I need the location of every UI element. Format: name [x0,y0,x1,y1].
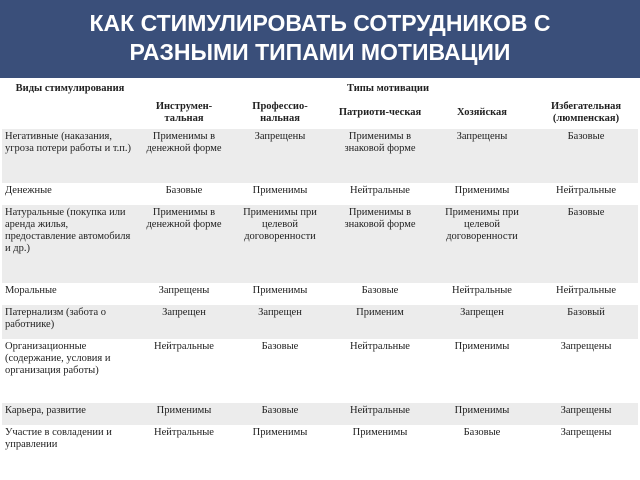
table-cell: Применимы при целевой договоренности [430,205,534,283]
table-cell: Применимы [430,339,534,403]
column-header: Хозяйская [430,97,534,129]
row-label: Патернализм (забота о работнике) [2,305,138,339]
column-header: Профессио-нальная [230,97,330,129]
column-header: Патриоти-ческая [330,97,430,129]
table-cell: Базовые [330,283,430,305]
table-cell: Применимы [230,183,330,205]
table-cell: Базовые [534,129,638,183]
motivation-table [2,79,638,457]
table-cell: Нейтральные [330,339,430,403]
table-cell: Применимы в знаковой форме [330,205,430,283]
row-label: Натуральные (покупка или аренда жилья, предоставление автомобиля и др.) [2,205,138,283]
table-cell: Применимы [430,403,534,425]
row-header-label: Виды стимулирования [2,79,138,129]
row-label: Моральные [2,283,138,305]
table-cell: Нейтральные [138,339,230,403]
table-cell: Применимы [138,403,230,425]
table-cell: Запрещен [230,305,330,339]
group-header-label: Типы мотивации [138,79,638,97]
column-header: Инструмен-тальная [138,97,230,129]
table-cell: Запрещен [430,305,534,339]
table-cell: Базовые [534,205,638,283]
table-cell: Применимы при целевой договоренности [230,205,330,283]
table-cell: Нейтральные [534,283,638,305]
table-cell: Применимы в денежной форме [138,129,230,183]
table-cell: Нейтральные [330,183,430,205]
table-row [2,339,638,403]
table-cell: Применимы [230,425,330,457]
table-cell: Запрещены [230,129,330,183]
table-cell: Запрещен [138,305,230,339]
table-cell: Базовые [230,339,330,403]
table-row [2,205,638,283]
row-label: Карьера, развитие [2,403,138,425]
table-cell: Запрещены [534,403,638,425]
table-cell: Запрещены [430,129,534,183]
table-cell: Применимы [230,283,330,305]
table-cell: Нейтральные [330,403,430,425]
table-cell: Применимы [330,425,430,457]
table-cell: Базовые [430,425,534,457]
table-cell: Базовые [138,183,230,205]
row-label: Организационные (содержание, условия и организация работы) [2,339,138,403]
table-cell: Применимы [430,183,534,205]
table-cell: Базовый [534,305,638,339]
table-row [2,283,638,305]
table-cell: Базовые [230,403,330,425]
table-row [2,183,638,205]
slide-title [0,0,640,78]
table-cell: Запрещены [534,425,638,457]
slide-title-line-2: РАЗНЫМИ ТИПАМИ МОТИВАЦИИ [129,39,511,65]
table-header-row [2,79,638,97]
table-row [2,425,638,457]
table-cell: Нейтральные [138,425,230,457]
column-header: Избегательная (люмпенская) [534,97,638,129]
row-label: Денежные [2,183,138,205]
table-cell: Запрещены [138,283,230,305]
table-row [2,129,638,183]
table-cell: Нейтральные [534,183,638,205]
table-cell: Применимы в знаковой форме [330,129,430,183]
row-label: Негативные (наказания, угроза потери работы и т.п.) [2,129,138,183]
table-cell: Нейтральные [430,283,534,305]
row-label: Участие в совладении и управлении [2,425,138,457]
table-cell: Применимы в денежной форме [138,205,230,283]
table-cell: Запрещены [534,339,638,403]
slide-title-line-1: КАК СТИМУЛИРОВАТЬ СОТРУДНИКОВ С [89,10,551,36]
table-row [2,305,638,339]
table-row [2,403,638,425]
table-cell: Применим [330,305,430,339]
